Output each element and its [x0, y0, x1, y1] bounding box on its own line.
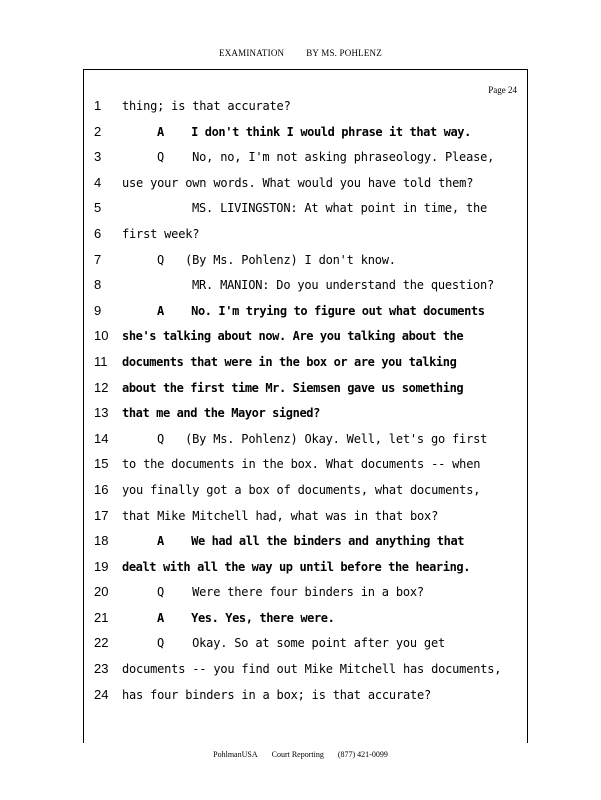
line-number: 15	[94, 456, 109, 472]
transcript-line	[0, 531, 601, 557]
line-number: 5	[94, 200, 102, 216]
line-text: documents -- you find out Mike Mitchell has documents,	[122, 662, 502, 677]
transcript-line	[0, 352, 601, 378]
footer-company: PohlmanUSA	[213, 750, 258, 759]
line-number: 23	[94, 661, 109, 677]
line-text: has four binders in a box; is that accurate?	[122, 687, 432, 702]
line-number: 10	[94, 328, 109, 344]
transcript-line	[0, 173, 601, 199]
transcript-line	[0, 454, 601, 480]
line-text: that me and the Mayor signed?	[122, 406, 320, 421]
line-text: Q (By Ms. Pohlenz) I don't know.	[157, 252, 396, 267]
transcript-line	[0, 224, 601, 250]
footer-phone: (877) 421-0099	[337, 750, 388, 759]
line-number: 4	[94, 174, 102, 190]
line-text: A I don't think I would phrase it that way.	[157, 124, 471, 139]
transcript-lines	[0, 96, 601, 710]
line-number: 19	[94, 558, 109, 574]
line-number: 17	[94, 507, 109, 523]
line-text: MR. MANION: Do you understand the question?	[192, 278, 495, 293]
transcript-line	[0, 429, 601, 455]
line-number: 21	[94, 609, 109, 625]
page-header	[0, 48, 601, 58]
line-text: A Yes. Yes, there were.	[157, 610, 335, 625]
line-number: 18	[94, 533, 109, 549]
line-number: 22	[94, 635, 109, 651]
line-number: 13	[94, 405, 109, 421]
line-number: 6	[94, 225, 102, 241]
transcript-line	[0, 250, 601, 276]
transcript-line	[0, 557, 601, 583]
transcript-line	[0, 378, 601, 404]
line-number: 24	[94, 686, 109, 702]
line-number: 16	[94, 481, 109, 497]
footer-service: Court Reporting	[271, 750, 324, 759]
line-text: thing; is that accurate?	[122, 99, 291, 113]
header-examination: EXAMINATION	[219, 48, 285, 58]
line-text: MS. LIVINGSTON: At what point in time, the	[192, 201, 488, 216]
line-text: use your own words. What would you have told them?	[122, 175, 474, 190]
line-number: 11	[94, 353, 108, 369]
line-text: Q Okay. So at some point after you get	[157, 636, 446, 651]
line-text: she's talking about now. Are you talking about the	[122, 329, 464, 344]
line-number: 12	[94, 379, 109, 395]
line-text: to the documents in the box. What documents -- when	[122, 457, 481, 472]
line-text: A No. I'm trying to figure out what documents	[157, 303, 485, 318]
line-text: about the first time Mr. Siemsen gave us something	[122, 380, 464, 395]
transcript-line	[0, 326, 601, 352]
page-number: Page 24	[488, 85, 517, 95]
line-number: 14	[94, 430, 109, 446]
line-text: dealt with all the way up until before the hearing.	[122, 559, 471, 574]
transcript-line	[0, 480, 601, 506]
line-number: 3	[94, 149, 102, 165]
transcript-line	[0, 659, 601, 685]
header-examiner: BY MS. POHLENZ	[306, 48, 382, 58]
line-text: Q No, no, I'm not asking phraseology. Please,	[157, 150, 495, 165]
transcript-line	[0, 582, 601, 608]
transcript-line	[0, 403, 601, 429]
line-text: first week?	[122, 226, 200, 241]
transcript-line	[0, 198, 601, 224]
line-number: 7	[94, 251, 102, 267]
line-number: 9	[94, 302, 102, 318]
line-number: 8	[94, 277, 102, 293]
line-number: 1	[94, 98, 102, 113]
line-text: you finally got a box of documents, what documents,	[122, 482, 481, 497]
line-text: A We had all the binders and anything that	[157, 534, 465, 549]
transcript-line	[0, 608, 601, 634]
line-text: Q Were there four binders in a box?	[157, 585, 424, 600]
page-footer	[0, 750, 601, 759]
transcript-line	[0, 275, 601, 301]
line-text: documents that were in the box or are you talking	[122, 354, 457, 369]
line-number: 20	[94, 584, 109, 600]
transcript-line	[0, 506, 601, 532]
line-text: Q (By Ms. Pohlenz) Okay. Well, let's go first	[157, 431, 488, 446]
transcript-line	[0, 122, 601, 148]
transcript-line	[0, 685, 601, 711]
transcript-line	[0, 147, 601, 173]
line-number: 2	[94, 123, 102, 139]
transcript-line	[0, 301, 601, 327]
line-text: that Mike Mitchell had, what was in that box?	[122, 508, 439, 523]
transcript-line	[0, 96, 601, 122]
transcript-line	[0, 633, 601, 659]
